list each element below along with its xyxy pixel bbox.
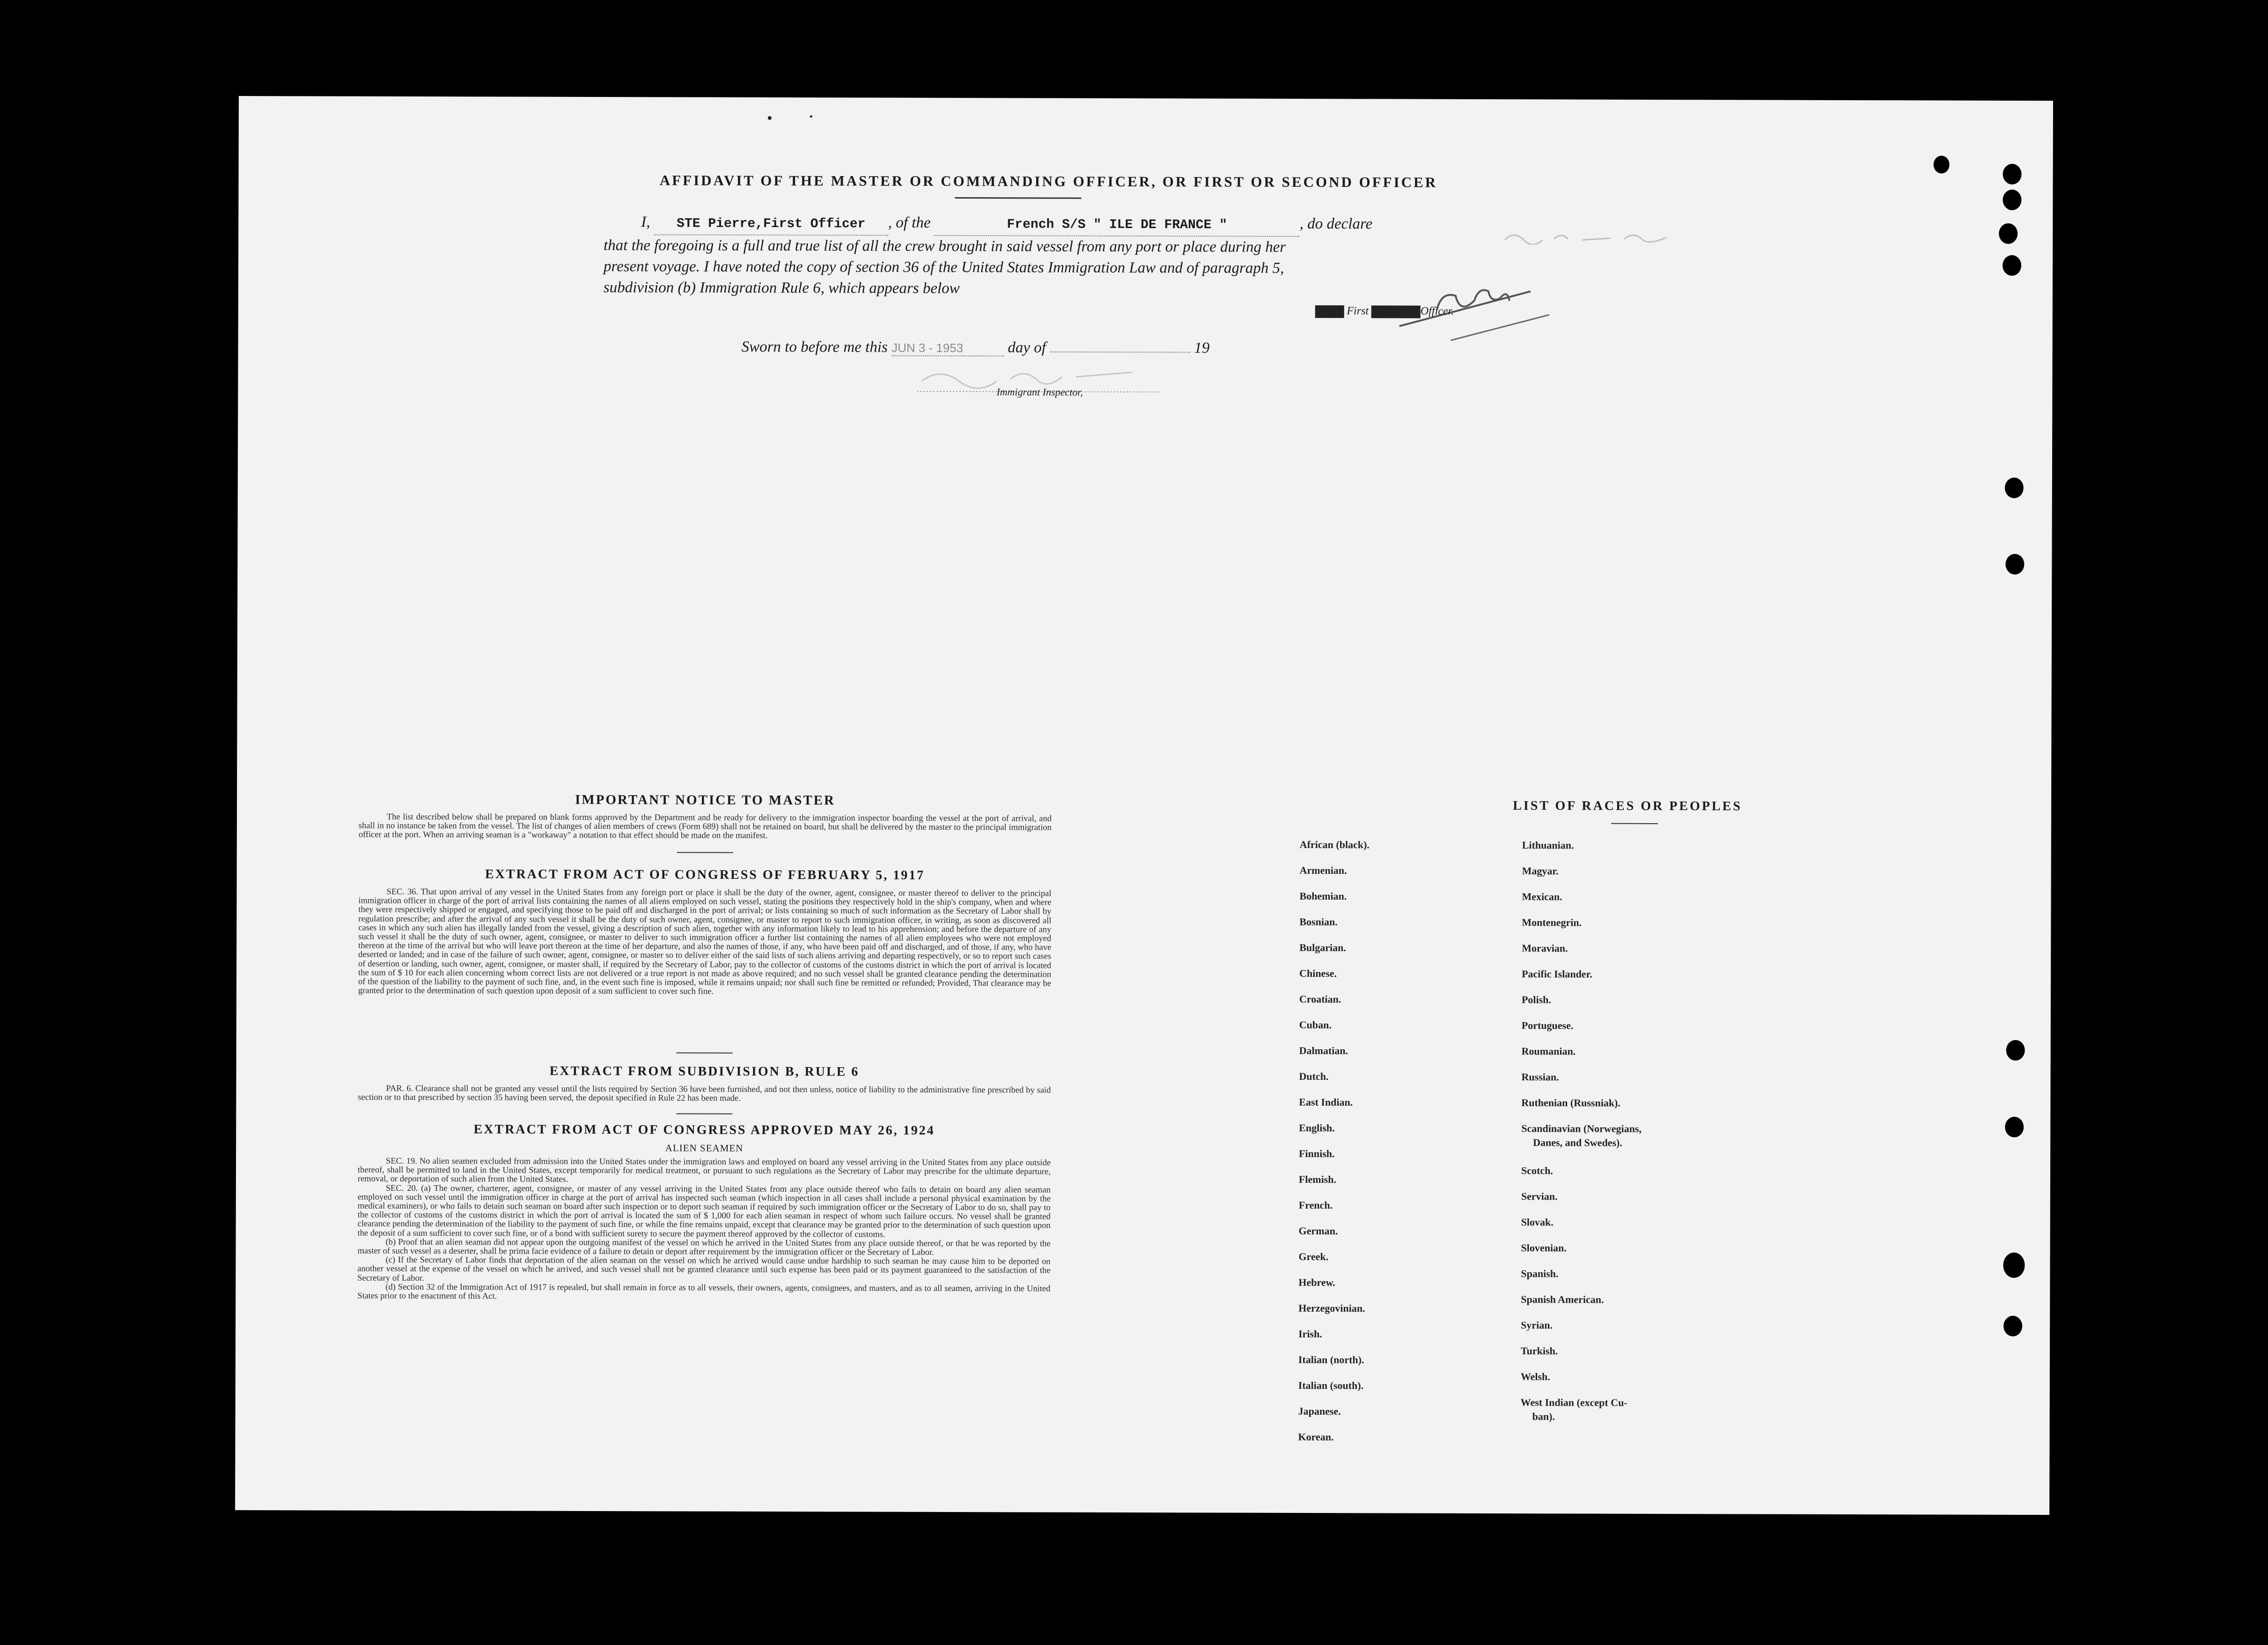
signature-caption — [1315, 305, 1454, 318]
of-the-text: , of the — [888, 214, 931, 231]
race-item: Scandinavian (Norwegians, — [1521, 1122, 1642, 1135]
race-item: German. — [1298, 1225, 1338, 1237]
race-item: Scotch. — [1521, 1165, 1553, 1177]
affidavit-line-3: present voyage. I have noted the copy of section 36 of the United States Immigration Law and of paragraph 5, — [604, 258, 1284, 277]
struck-prefix: MMMM — [1316, 305, 1343, 318]
date-stamp: JUN 3 - 1953 — [891, 341, 1004, 357]
rule-6-title: EXTRACT FROM SUBDIVISION B, RULE 6 — [549, 1063, 860, 1079]
officer-signature — [1381, 258, 1559, 343]
race-item: Servian. — [1521, 1190, 1558, 1202]
race-item: Montenegrin. — [1522, 916, 1582, 929]
affidavit-i: I, — [641, 214, 650, 231]
binder-hole — [2003, 190, 2021, 210]
binder-hole — [2003, 1253, 2025, 1278]
race-item: Mexican. — [1522, 891, 1562, 903]
race-item: Russian. — [1521, 1071, 1559, 1083]
race-item: Finnish. — [1299, 1147, 1335, 1160]
race-item: Bosnian. — [1299, 915, 1338, 928]
do-declare-text: , do declare — [1299, 215, 1373, 233]
section-rule — [676, 1113, 732, 1114]
document-page — [235, 96, 2053, 1515]
race-item: Armenian. — [1299, 864, 1347, 877]
race-item: Dutch. — [1299, 1070, 1329, 1083]
notice-paragraph: The list described below shall be prepared on blank forms approved by the Department and be ready for delivery to the immigration inspector boarding the vessel at the port of arrival, and shall in no instance be taken from the vessel. The list of changes of alien members of crews (Form 689) shall not be retained on board, but shall be delivered by the master to the principal immigration officer at the port. When an arriving seaman is a "workaway" a notation to that effect should be made on the manifest. — [358, 812, 1052, 841]
struck-rank: OOOOOOO — [1372, 305, 1420, 318]
year-prefix: 19 — [1194, 339, 1210, 357]
race-item: West Indian (except Cu- — [1520, 1396, 1627, 1409]
rule-6-body — [358, 1084, 1051, 1104]
race-item: Flemish. — [1298, 1173, 1337, 1186]
inspector-label: Immigrant Inspector, — [996, 386, 1083, 398]
race-item: Italian (south). — [1298, 1379, 1364, 1392]
notice-title: IMPORTANT NOTICE TO MASTER — [575, 792, 836, 808]
binder-hole — [2003, 1316, 2022, 1336]
signature-officer: Officer. — [1420, 305, 1454, 317]
race-item: Herzegovinian. — [1298, 1302, 1365, 1314]
notice-body — [359, 813, 1052, 841]
sworn-text: Sworn to before me this — [741, 338, 888, 356]
race-item: Japanese. — [1298, 1405, 1341, 1417]
binder-hole — [2003, 164, 2022, 184]
binder-hole — [2005, 478, 2024, 498]
affidavit-body — [604, 212, 1493, 301]
race-item: Moravian. — [1522, 942, 1568, 954]
sec-20a-paragraph: SEC. 20. (a) The owner, charterer, agent, consignee, or master of any vessel arriving in the United States from any place outside thereof who fails to detain on board any alien seaman employed on such vessel until the immigration officer in charge at the port of arrival has inspected such seaman (which inspection in all cases shall include a personal physical examination by the medical examiners), or who fails to detain such seaman on board after such inspection or to deport such seaman if required by such immigration officer or the Secretary of Labor to do so, shall pay to the collector of customs of the customs district in which the port of arrival is located the sum of $ 1,000 for each alien seaman in respect of whom such failure occurs. No vessel shall be granted clearance pending the determination of the liability to the payment of such fine, or while the fine remains unpaid, except that clearance may be granted prior to the determination of such question upon the deposit of a sum sufficient to cover such fine, or of a bond with sufficient surety to secure the payment thereof approved by the collector of customs. — [357, 1183, 1051, 1239]
extract-1924-body — [357, 1157, 1051, 1303]
binder-hole — [2005, 554, 2024, 575]
speck — [810, 115, 812, 118]
race-item: Portuguese. — [1521, 1019, 1574, 1032]
race-item: Croatian. — [1299, 993, 1341, 1005]
extract-1924-title: EXTRACT FROM ACT OF CONGRESS APPROVED MAY 26, 1924 — [473, 1122, 935, 1138]
race-item: African (black). — [1299, 838, 1370, 851]
binder-hole — [2005, 1117, 2024, 1137]
binder-hole — [1999, 223, 2018, 244]
race-item: Bulgarian. — [1299, 941, 1346, 954]
section-rule — [677, 1052, 733, 1053]
race-item: Magyar. — [1522, 865, 1559, 877]
affidavit-line-2: that the foregoing is a full and true list of all the crew brought in said vessel from any port or place during her — [604, 237, 1286, 256]
race-item: Turkish. — [1520, 1345, 1558, 1357]
race-item: Spanish. — [1521, 1268, 1559, 1280]
binder-hole — [1934, 155, 1950, 173]
race-item: Danes, and Swedes). — [1533, 1136, 1622, 1149]
race-item: Hebrew. — [1298, 1276, 1335, 1289]
faint-pencil-notation — [1502, 226, 1671, 249]
race-item: Chinese. — [1299, 967, 1337, 980]
par-6-paragraph: PAR. 6. Clearance shall not be granted any vessel until the lists required by Section 36 have been furnished, and not then unless, notice of liability to the administrative fine prescribed by said section or to that prescribed by section 35 having been served, the deposit specified in Rule 22 has been made. — [358, 1084, 1051, 1104]
speck — [768, 116, 772, 120]
races-title: LIST OF RACES OR PEOPLES — [1513, 798, 1742, 814]
sec-19-paragraph: SEC. 19. No alien seamen excluded from admission into the United States under the immigration laws and employed on board any vessel arriving in the United States from any place outside thereof, shall be permitted to land in the United States, except temporarily for medical treatment, or pursuant to such regulations as the Secretary of Labor may prescribe for the ultimate departure, removal, or deportation of such alien from the United States. — [357, 1156, 1051, 1185]
race-item: Slovak. — [1521, 1216, 1554, 1228]
sec-36-paragraph: SEC. 36. That upon arrival of any vessel in the United States from any foreign port or place it shall be the duty of the owner, agent, consignee, or master thereof to deliver to the principal immigration officer in charge of the port of arrival lists containing the names of all aliens employed on such vessel, stating the positions they respectively hold in the ship's company, when and where they were respectively shipped or engaged, and specifying those to be paid off and discharged in the port of arrival; or lists containing so much of such information as the Secretary of Labor shall by regulation prescribe; and after the arrival of any such vessel it shall be the duty of such owner, agent, consignee, or master to report to such immigration officer, in writing, as soon as discovered all cases in which any such alien has illegally landed from the vessel, giving a description of such alien, together with any information likely to lead to his apprehension; and before the departure of any such vessel it shall be the duty of such owner, agent, consignee, or master to deliver to such immigration officer a further list containing the names of all alien employees who were not employed thereon at the time of the arrival but who will leave port thereon at the time of her departure, and also the names of those, if any, who have been paid off and discharged, and of those, if any, who have deserted or landed; and in case of the failure of such owner, agent, consignee, or master so to deliver either of the said lists of such aliens arriving and departing respectively, or so to report such cases of desertion or landing, such owner, agent, consignee, or master shall, if required by the Secretary of Labor, pay to the collector of customs of the customs district in which the port of arrival is located the sum of $ 10 for each alien concerning whom correct lists are not delivered or a true report is not made as above required; and no such vessel shall be granted clearance pending the determination of the question of the liability to the payment of such fine, and, in the event such fine is imposed, while it remains unpaid; nor shall such fine be remitted or refunded; Provided, That clearance may be granted prior to the determination of such question upon deposit of a sum sufficient to cover such fine. — [358, 887, 1052, 996]
race-item: Italian (north). — [1298, 1353, 1364, 1366]
race-item: Syrian. — [1521, 1319, 1553, 1331]
sec-20b-paragraph: (b) Proof that an alien seaman did not appear upon the outgoing manifest of the vessel on which he arrived in the United States from any place outside thereof, or that he was reported by the master of such vessel as a deserter, shall be prima facie evidence of a failure to detain or deport after requirement by the immigration officer or the Secretary of Labor. — [357, 1237, 1051, 1257]
race-item: Ruthenian (Russniak). — [1521, 1097, 1620, 1109]
affidavit-line-4: subdivision (b) Immigration Rule 6, which appears below — [603, 279, 960, 297]
race-item: Pacific Islander. — [1522, 968, 1592, 980]
race-item: Korean. — [1298, 1431, 1334, 1443]
alien-seamen-subtitle: ALIEN SEAMEN — [665, 1142, 744, 1154]
race-item: Welsh. — [1520, 1371, 1550, 1383]
race-item: Cuban. — [1299, 1018, 1332, 1031]
race-item: ban). — [1532, 1410, 1555, 1423]
binder-hole — [2003, 255, 2021, 276]
sec-20d-paragraph: (d) Section 32 of the Immigration Act of 1917 is repealed, but shall remain in force as to all vessels, their owners, agents, consignees, and masters, and as to all seamen, arriving in the United States prior to the enactment of this Act. — [357, 1282, 1051, 1301]
day-of-text: day of — [1008, 339, 1046, 356]
title-rule — [955, 197, 1081, 199]
race-item: Irish. — [1298, 1328, 1322, 1340]
race-item: Bohemian. — [1299, 890, 1347, 902]
extract-1917-body — [358, 888, 1052, 997]
race-item: French. — [1298, 1199, 1333, 1211]
signature-first: First — [1347, 305, 1369, 317]
race-item: East Indian. — [1299, 1096, 1353, 1108]
race-item: English. — [1299, 1121, 1335, 1134]
affidavit-title: AFFIDAVIT OF THE MASTER OR COMMANDING OFFICER, OR FIRST OR SECOND OFFICER — [659, 172, 1438, 191]
sec-20c-paragraph: (c) If the Secretary of Labor finds that deportation of the alien seaman on the vessel on which he arrived would cause undue hardship to such seaman he may cause him to be deported on another vessel at the expense of the vessel on which he arrived, and such vessel shall not be granted clearance until such expense has been paid or its payment guaranteed to the satisfaction of the Secretary of Labor. — [357, 1255, 1051, 1283]
extract-1917-title: EXTRACT FROM ACT OF CONGRESS OF FEBRUARY 5, 1917 — [485, 867, 925, 883]
section-rule — [677, 852, 733, 853]
officer-name: STE Pierre,First Officer — [677, 216, 866, 232]
race-item: Roumanian. — [1521, 1045, 1576, 1057]
vessel-name: French S/S " ILE DE FRANCE " — [1007, 217, 1228, 233]
race-item: Lithuanian. — [1522, 839, 1574, 851]
races-title-rule — [1611, 823, 1658, 824]
race-item: Greek. — [1298, 1250, 1329, 1263]
race-item: Dalmatian. — [1299, 1044, 1348, 1057]
race-item: Slovenian. — [1521, 1242, 1567, 1254]
race-item: Polish. — [1521, 994, 1551, 1006]
race-item: Spanish American. — [1521, 1293, 1604, 1306]
binder-hole — [2006, 1040, 2025, 1061]
